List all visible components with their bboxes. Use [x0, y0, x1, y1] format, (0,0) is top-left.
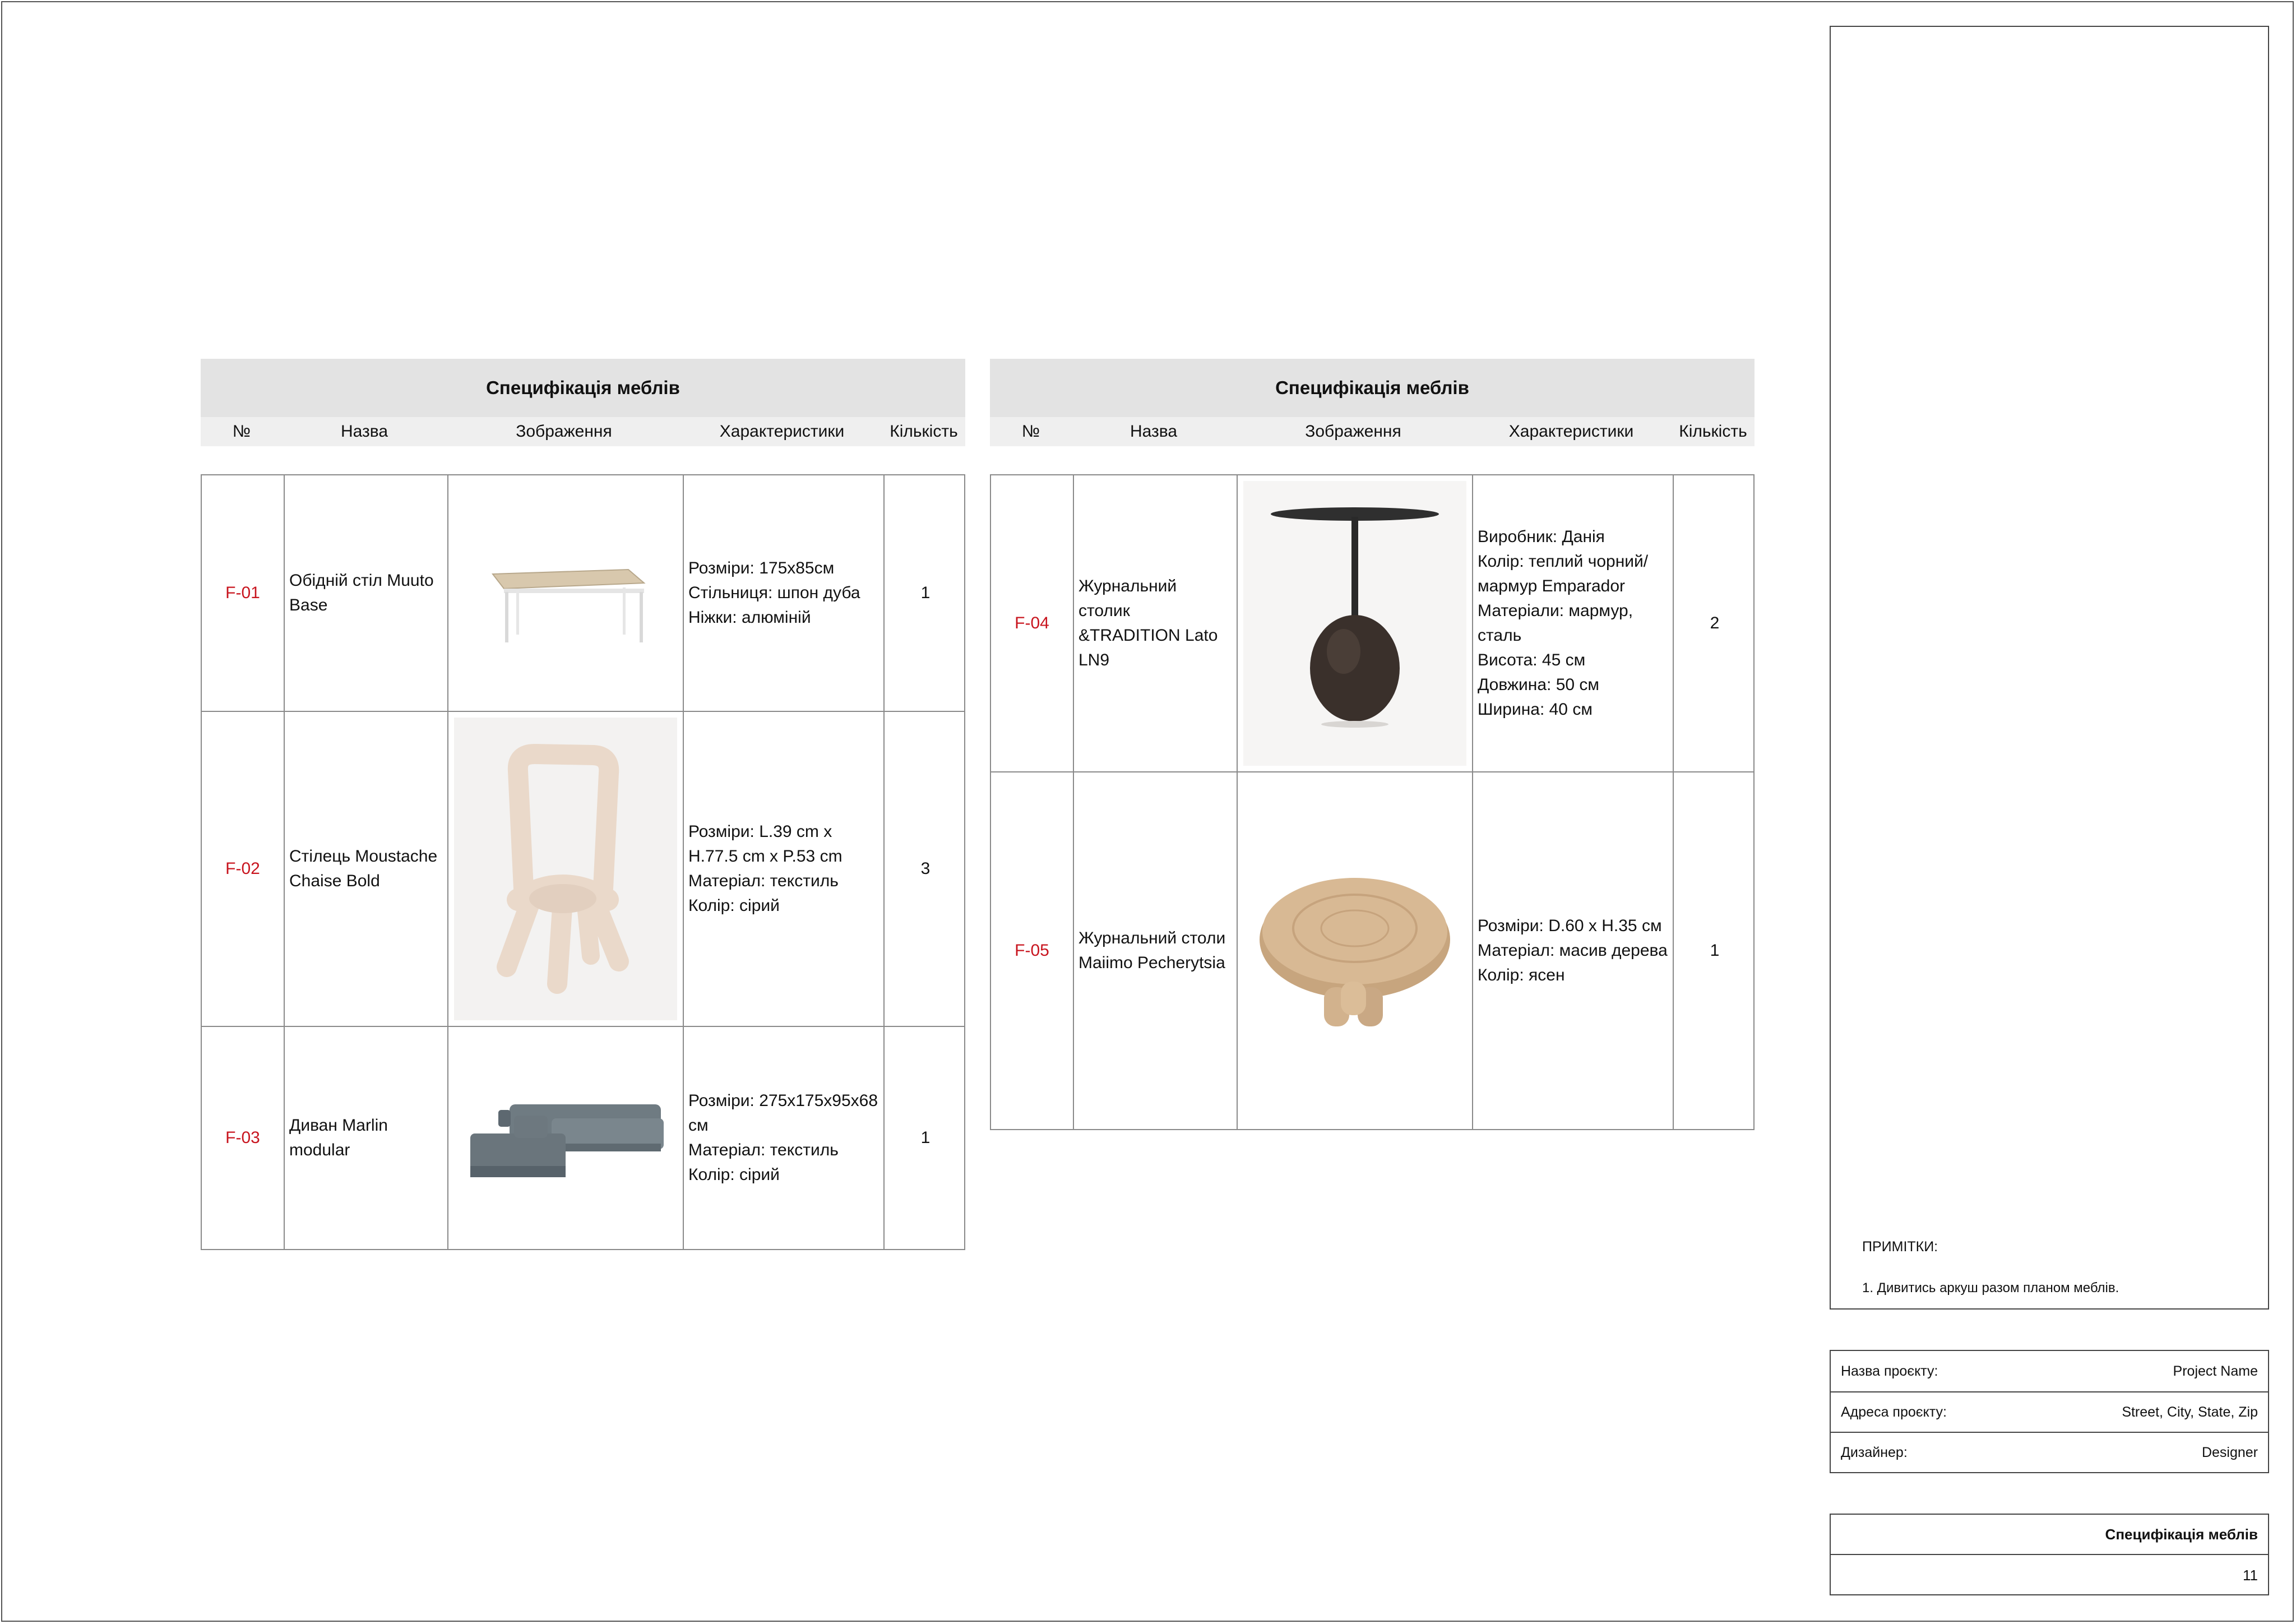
coffee-table-image	[1243, 778, 1466, 1123]
characteristic-line: Виробник: Данія	[1478, 528, 1605, 546]
project-address-value: Street, City, State, Zip	[2122, 1404, 2258, 1420]
project-info-block	[1830, 1350, 2269, 1473]
item-code: F-03	[225, 1128, 260, 1147]
characteristic-line: Розміри: D.60 x H.35 см	[1478, 917, 1662, 935]
sheet-title-block	[1830, 1514, 2269, 1595]
chair-image	[454, 718, 677, 1020]
notes-frame	[1830, 26, 2269, 1310]
item-image-cell	[447, 1027, 683, 1249]
item-characteristics	[683, 712, 883, 1026]
designer-value: Designer	[2201, 1444, 2258, 1460]
item-quantity: 3	[883, 712, 966, 1026]
item-code: F-04	[1015, 614, 1049, 632]
project-name-label: Назва проєкту:	[1841, 1363, 1938, 1379]
header-characteristics: Характеристики	[1508, 422, 1634, 441]
item-quantity: 1	[883, 1027, 966, 1249]
item-name: Стілець Moustache Chaise Bold	[284, 712, 447, 1026]
characteristic-line: Матеріал: текстиль	[688, 1141, 839, 1159]
item-code: F-05	[1015, 941, 1049, 960]
item-characteristics	[1472, 475, 1673, 771]
item-image-cell	[1237, 772, 1472, 1129]
table-row	[991, 771, 1753, 1129]
item-code: F-01	[225, 584, 260, 602]
characteristic-line: Ширина: 40 см	[1478, 700, 1593, 719]
sofa-image	[454, 1033, 677, 1243]
item-characteristics	[683, 475, 883, 711]
characteristic-line: Розміри: 175х85см	[688, 559, 835, 577]
item-image-cell	[447, 712, 683, 1026]
characteristic-line: Ніжки: алюміній	[688, 608, 811, 627]
sheet-title: Специфікація меблів	[1831, 1515, 2268, 1555]
side-table-image	[1243, 481, 1466, 766]
characteristic-line: Колір: теплий чорний/мармур Emparador	[1478, 552, 1649, 595]
characteristic-line: Колір: сірий	[688, 1165, 780, 1184]
sheet-number: 11	[2243, 1566, 2258, 1584]
characteristic-line: Колір: сірий	[688, 896, 780, 915]
spec-header-row	[201, 417, 965, 446]
characteristic-line: Розміри: 275х175х95х68 см	[688, 1091, 878, 1135]
characteristic-line: Матеріали: мармур, сталь	[1478, 602, 1633, 645]
item-code: F-02	[225, 859, 260, 878]
spec-title: Специфікація меблів	[201, 359, 965, 417]
notes-title: ПРИМІТКИ:	[1862, 1239, 1938, 1255]
item-name: Диван Marlin modular	[284, 1027, 447, 1249]
table-row	[202, 475, 964, 711]
item-quantity: 1	[1673, 772, 1756, 1129]
notes-item: 1. Дивитись аркуш разом планом меблів.	[1862, 1280, 2119, 1296]
project-address-label: Адреса проєкту:	[1841, 1404, 1947, 1420]
characteristic-line: Довжина: 50 см	[1478, 675, 1600, 694]
header-quantity: Кількість	[890, 422, 958, 441]
spec-body	[201, 474, 965, 1250]
table-row	[991, 475, 1753, 771]
designer-label: Дизайнер:	[1841, 1444, 1908, 1460]
header-name: Назва	[1130, 422, 1178, 441]
project-name-value: Project Name	[2173, 1363, 2258, 1379]
header-quantity: Кількість	[1679, 422, 1747, 441]
characteristic-line: Матеріал: масив дерева	[1478, 941, 1668, 960]
header-image: Зображення	[516, 422, 612, 441]
item-characteristics	[1472, 772, 1673, 1129]
header-number: №	[1021, 422, 1040, 441]
table-row	[202, 1026, 964, 1249]
dining-table-image	[454, 481, 677, 705]
designer-row	[1831, 1432, 2268, 1472]
spec-table-right	[990, 359, 1755, 1130]
spec-header-row	[990, 417, 1755, 446]
header-name: Назва	[340, 422, 388, 441]
spec-body	[990, 474, 1755, 1130]
characteristic-line: Висота: 45 см	[1478, 651, 1586, 669]
spec-title: Специфікація меблів	[990, 359, 1755, 417]
header-characteristics: Характеристики	[719, 422, 845, 441]
table-row	[202, 711, 964, 1026]
item-image-cell	[447, 475, 683, 711]
characteristic-line: Розміри: L.39 cm x H.77.5 cm x P.53 cm	[688, 822, 843, 866]
header-number: №	[232, 422, 251, 441]
item-characteristics	[683, 1027, 883, 1249]
item-image-cell	[1237, 475, 1472, 771]
project-name-row	[1831, 1351, 2268, 1391]
item-quantity: 1	[883, 475, 966, 711]
item-name: Журнальний столик &TRADITION Lato LN9	[1073, 475, 1237, 771]
header-image: Зображення	[1305, 422, 1401, 441]
project-address-row	[1831, 1391, 2268, 1432]
spec-table-left	[201, 359, 965, 1250]
item-name: Журнальний столи Maiimo Pecherytsia	[1073, 772, 1237, 1129]
item-quantity: 2	[1673, 475, 1756, 771]
characteristic-line: Матеріал: текстиль	[688, 872, 839, 890]
item-name: Обідній стіл Muuto Base	[284, 475, 447, 711]
characteristic-line: Колір: ясен	[1478, 966, 1565, 984]
characteristic-line: Стільниця: шпон дуба	[688, 584, 860, 602]
